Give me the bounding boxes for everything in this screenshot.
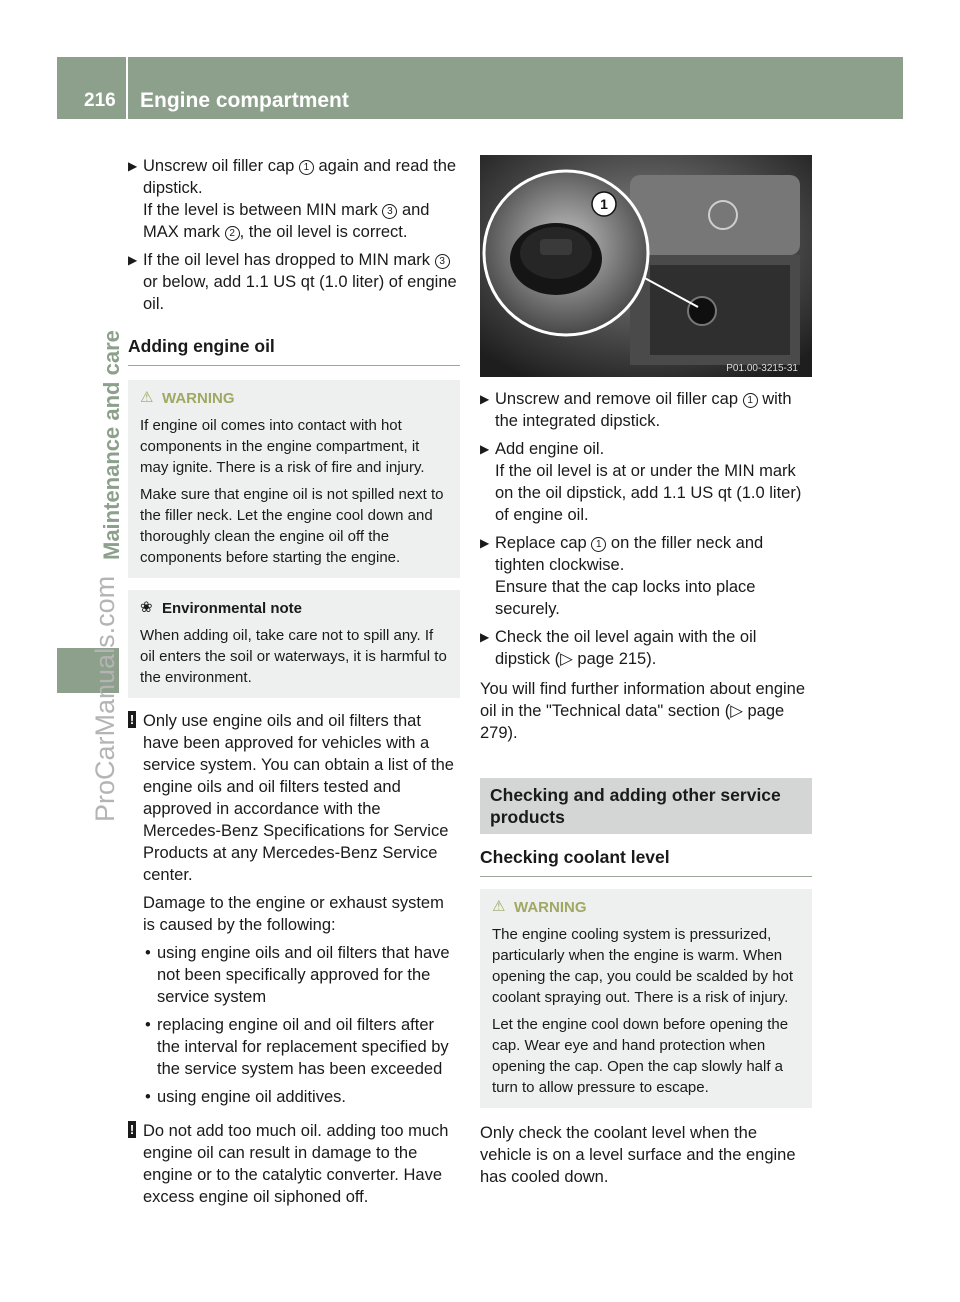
section-heading-gray: Checking and adding other service products [480,778,812,834]
step-arrow-icon: ▶ [480,630,490,644]
figure-code: P01.00-3215-31 [726,363,798,374]
step-text: again and read the dipstick. [143,157,457,197]
right-column [480,388,812,1188]
environment-box [128,590,460,698]
environment-text: When adding oil, take care not to spill any. If oil enters the soil or waterways, it is harmful to the environment. [140,627,447,686]
step-text: Unscrew and remove oil filler cap [495,390,739,408]
section-label: Maintenance and care [99,330,124,560]
step-text: , the oil level is correct. [239,223,408,241]
callout-icon: 3 [435,254,450,269]
step-text: and MAX mark [143,201,430,241]
notice-text: Only use engine oils and oil filters that have been approved for vehicles with a service system. You can obtain a list of the engine oils and oil filters tested and approved in accordance with the Mercedes-Benz Specifications for Service Products at any Mercedes-Benz Service center. [143,712,454,884]
section-heading: Checking coolant level [480,846,812,877]
paragraph: You will find further information about engine oil in the "Technical data" section (▷ page 279). [480,680,806,742]
step-text: If the level is between MIN mark [143,201,378,219]
step-item [480,532,812,620]
page-reference[interactable]: page 279 [480,702,785,742]
exclamation-icon: ! [129,1122,135,1137]
page-number: 216 [84,90,116,111]
callout-icon: 1 [299,160,314,175]
notice-block [128,1120,460,1208]
notice-text: Damage to the engine or exhaust system is caused by the following: [143,894,444,934]
callout-icon: 3 [382,204,397,219]
step-arrow-icon: ▶ [480,536,490,550]
step-text: on the filler neck and tighten clockwise. [495,534,764,574]
section-heading: Adding engine oil [128,335,460,366]
warning-text: Let the engine cool down before opening the cap. Wear eye and hand protection when opening the cap. Open the cap slowly half a turn to allow pressure to escape. [492,1016,789,1096]
header-divider [126,57,128,119]
warning-title: ⚠ WARNING [492,898,587,916]
step-item [480,388,812,432]
warning-text: The engine cooling system is pressurized, particularly when the engine is warm. When opening the cap, you could be scalded by hot coolant spraying out. There is a risk of injury. [492,926,794,1006]
step-text: Unscrew oil filler cap [143,157,295,175]
warning-title: ⚠ WARNING [140,389,235,407]
step-text: Check the oil level again with the oil dipstick ( [495,628,757,668]
step-text: or below, add 1.1 US qt (1.0 liter) of engine oil. [143,273,457,313]
engine-illustration [480,155,812,377]
step-item: ▶ Check the oil level again with the oil dipstick (▷ page 215). [480,628,757,668]
warning-icon: ⚠ [140,389,154,406]
step-arrow-icon: ▶ [128,253,138,267]
watermark: ProCarManuals.com [90,575,120,822]
notice-text: Do not add too much oil. adding too much engine oil can result in damage to the engine or to the catalytic converter. Have excess engine oil siphoned off. [143,1122,449,1206]
callout-icon: 2 [225,226,240,241]
bullet-item: • using engine oils and oil filters that have not been specifically approved for the service system [143,942,460,1008]
step-text: If the oil level has dropped to MIN mark [143,251,431,269]
notice-block [128,710,460,1108]
left-column [128,155,460,1208]
step-text: Add engine oil. [495,440,605,458]
page-reference[interactable]: page 215 [577,650,647,668]
environment-title: ❀ Environmental note [140,599,303,617]
warning-box [480,889,812,1108]
page-ref-arrow-icon: ▷ [560,650,573,668]
exclamation-icon: ! [129,712,135,727]
step-item [128,155,460,243]
engine-photo [480,155,812,377]
step-text: If the oil level is at or under the MIN mark on the oil dipstick, add 1.1 US qt (1.0 liter) of engine oil. [495,462,802,524]
step-text: Replace cap [495,534,587,552]
step-item [480,438,812,526]
step-arrow-icon: ▶ [480,392,490,406]
paragraph: Only check the coolant level when the vehicle is on a level surface and the engine has cooled down. [480,1124,796,1186]
bullet-item: • replacing engine oil and oil filters after the interval for replacement specified by the service system has been exceeded [143,1014,460,1080]
callout-number: 1 [600,196,608,212]
warning-box [128,380,460,578]
leaf-icon: ❀ [140,599,153,616]
warning-icon: ⚠ [492,898,506,915]
page-ref-arrow-icon: ▷ [730,702,743,720]
callout-icon: 1 [591,537,606,552]
step-text: with the integrated dipstick. [495,390,792,430]
step-item [128,249,460,315]
warning-text: If engine oil comes into contact with hot components in the engine compartment, it may ignite. There is a risk of fire and injury. [140,417,425,476]
bullet-item: • using engine oil additives. [143,1086,460,1108]
step-text: Ensure that the cap locks into place securely. [495,578,756,618]
step-arrow-icon: ▶ [480,442,490,456]
callout-icon: 1 [743,393,758,408]
warning-text: Make sure that engine oil is not spilled next to the filler neck. Let the engine cool down and thoroughly clean the engine oil off the components before starting the engine. [140,486,444,566]
page-title: Engine compartment [140,89,349,112]
step-arrow-icon: ▶ [128,159,138,173]
